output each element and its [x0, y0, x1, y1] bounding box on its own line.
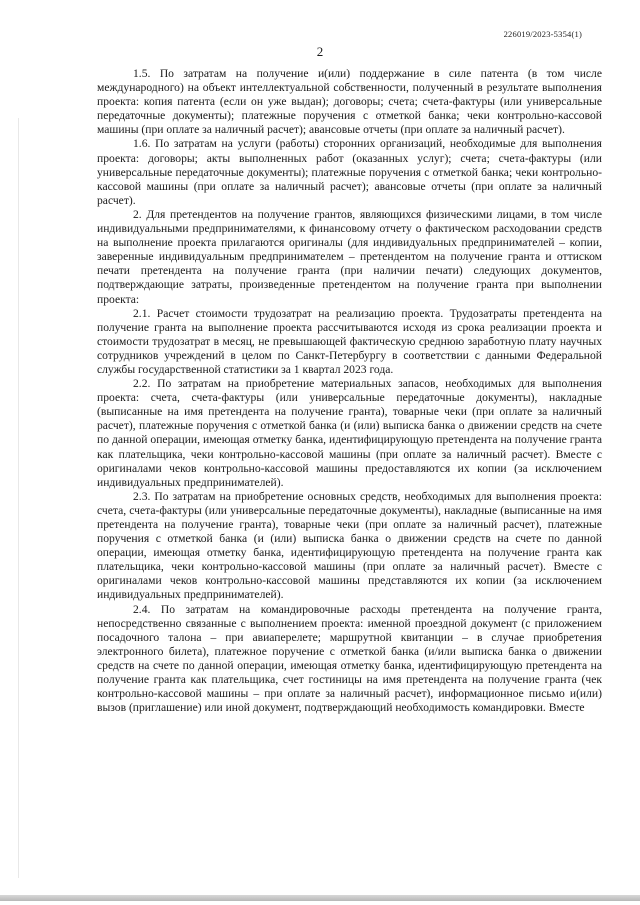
- paragraph-2: 2. Для претендентов на получение грантов, являющихся физическими лицами, в том числе индивидуальными предпринимателями, к финансовому отчету о фактическом расходовании средств на выполнение проекта прилагаются оригиналы (для индивидуальных предпринимателей – копии, заверенные индивидуальным предпринимателем – претендентом на получение гранта и оттиском печати претендента на получение гранта (при наличии печати) следующих документов, подтверждающие затраты, произведенные претендентом на получение гранта при выполнении проекта:: [97, 207, 602, 306]
- document-body: [97, 67, 602, 715]
- paragraph-2-4: 2.4. По затратам на командировочные расходы претендента на получение гранта, непосредственно связанные с выполнением проекта: именной проездной документ (с приложением посадочного талона – при авиаперелете; маршрутной квитанции – в случае приобретения электронного билета), платежное поручение с отметкой банка (и/или выписка банка о движении средств на счете по данной операции, имеющая отметку банка, идентифицирующую претендента на получение гранта как плательщика, счет гостиницы на имя претендента на получение гранта (чек контрольно-кассовой машины – при оплате за наличный расчет), информационное письмо и(или) вызов (приглашение) или иной документ, подтверждающий необходимость командировки. Вместе: [97, 602, 602, 715]
- scan-edge-mark: [18, 118, 19, 878]
- paragraph-2-1: 2.1. Расчет стоимости трудозатрат на реализацию проекта. Трудозатраты претендента на получение гранта на выполнение проекта рассчитываются исходя из срока реализации проекта и стоимости трудозатрат в месяц, не превышающей фактическую среднюю заработную плату научных сотрудников учреждений в целом по Санкт-Петербургу в соответствии с данными Федеральной службы государственной статистики за 1 квартал 2023 года.: [97, 306, 602, 376]
- paragraph-2-2: 2.2. По затратам на приобретение материальных запасов, необходимых для выполнения проекта: счета, счета-фактуры (или универсальные передаточные документы), накладные (выписанные на имя претендента на получение гранта), товарные чеки (при оплате за наличный расчет), платежные поручения с отметкой банка (и (или) выписка банка о движении средств на счете по данной операции, имеющая отметку банка, идентифицирующую претендента на получение гранта как плательщика, чеки контрольно-кассовой машины (при оплате за наличный расчет). Вместе с оригиналами чеков контрольно-кассовой машины предоставляются их копии (за исключением индивидуальных предпринимателей).: [97, 377, 602, 489]
- document-number: 226019/2023-5354(1): [503, 29, 582, 39]
- page-number: 2: [316, 44, 324, 59]
- paragraph-2-3: 2.3. По затратам на приобретение основных средств, необходимых для выполнения проекта: счета, счета-фактуры (или универсальные передаточные документы), накладные (выписанные на имя претендента на получение гранта), товарные чеки (при оплате за наличный расчет), платежные поручения с отметкой банка (и (или) выписка банка о движении средств на счете по данной операции, имеющая отметку банка, идентифицирующую претендента на получение гранта как плательщика, чеки контрольно-кассовой машины (при оплате за наличный расчет). Вместе с оригиналами чеков контрольно-кассовой машины представляются их копии (за исключением индивидуальных предпринимателей).: [97, 489, 602, 602]
- paragraph-1-6: 1.6. По затратам на услуги (работы) сторонних организаций, необходимые для выполнения проекта: договоры; акты выполненных работ (оказанных услуг); счета; счета-фактуры (или универсальные передаточные документы); платежные поручения с отметкой банка; чеки контрольно-кассовой машины (при оплате за наличный расчет); авансовые отчеты (при оплате за наличный расчет).: [97, 137, 602, 207]
- scan-bottom-edge: [0, 895, 640, 901]
- paragraph-1-5: 1.5. По затратам на получение и(или) поддержание в силе патента (в том числе международного) на объект интеллектуальной собственности, полученный в результате выполнения проекта: копия патента (если он уже выдан); договоры; счета; счета-фактуры (или универсальные передаточные документы); платежные поручения с отметкой банка; чеки контрольно-кассовой машины (при оплате за наличный расчет); авансовые отчеты (при оплате за наличный расчет).: [97, 67, 602, 137]
